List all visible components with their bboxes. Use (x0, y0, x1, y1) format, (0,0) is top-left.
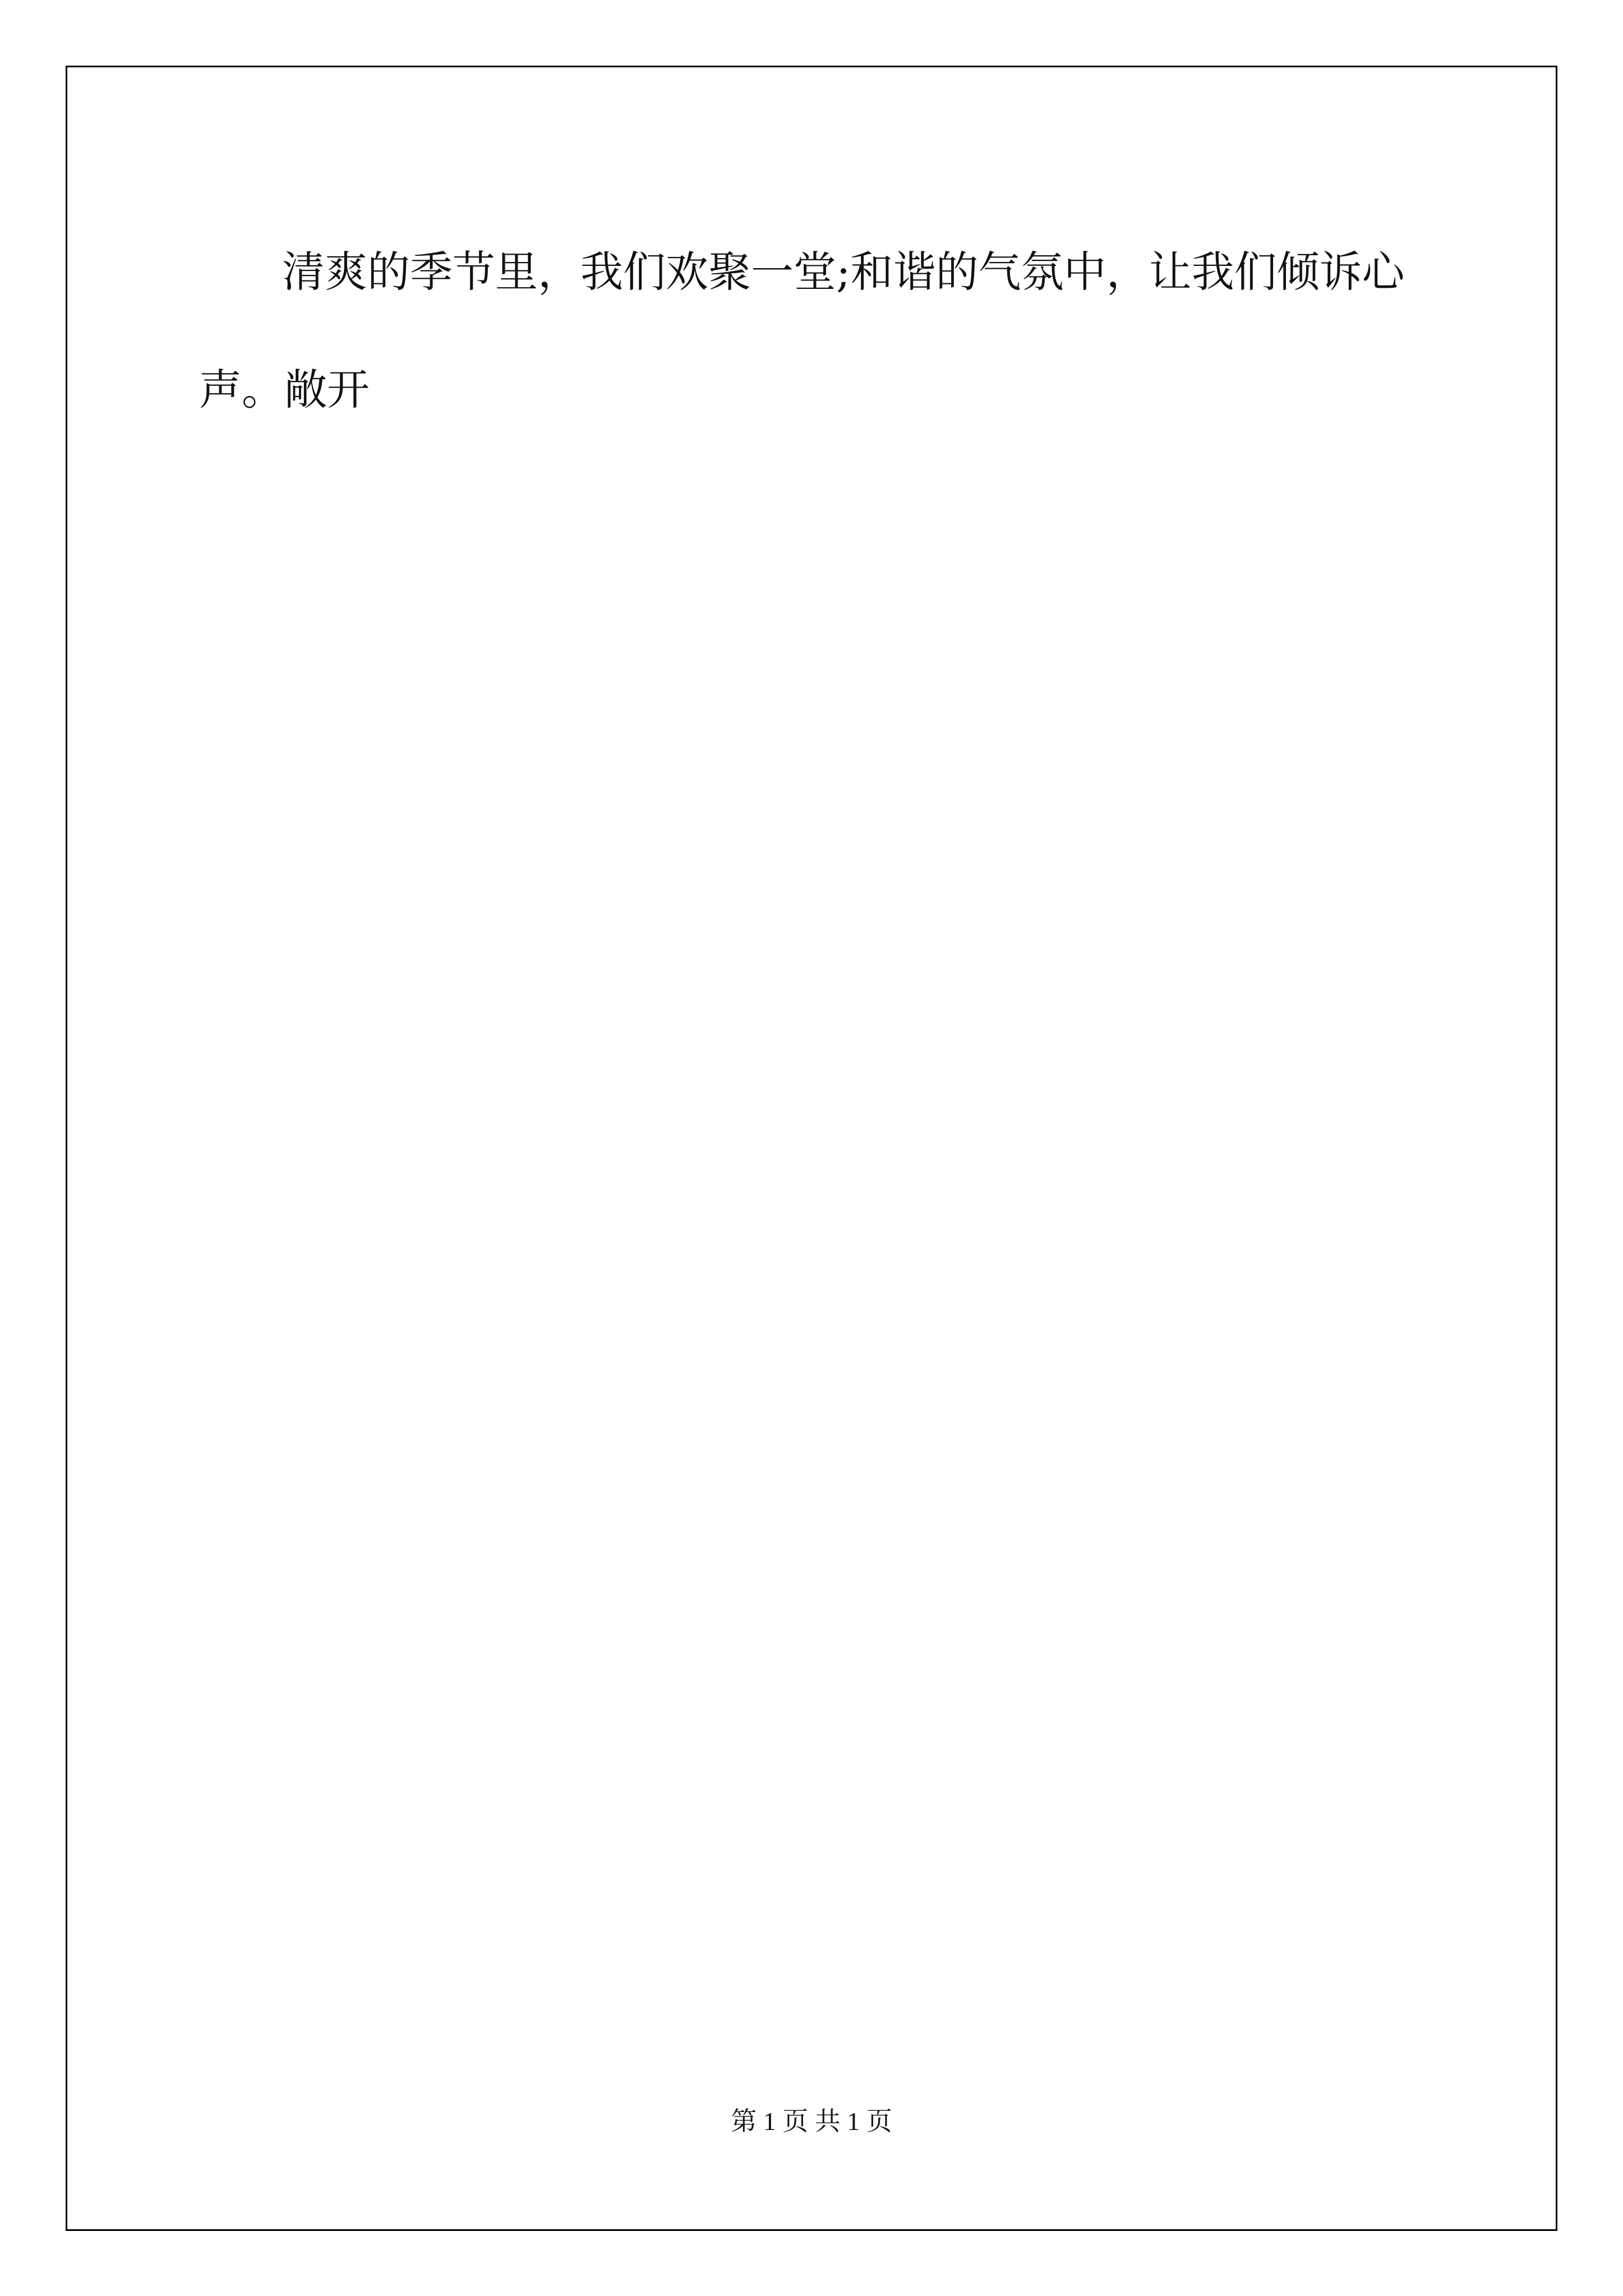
document-body (199, 213, 1433, 503)
paragraph-opening (199, 213, 1433, 449)
text-line: 清爽的季节里，我们欢聚一堂;和谐的气氛中，让我们倾诉心声。敞开 (199, 247, 1405, 415)
page-footer: 第 1 页 共 1 页 (731, 2107, 892, 2136)
